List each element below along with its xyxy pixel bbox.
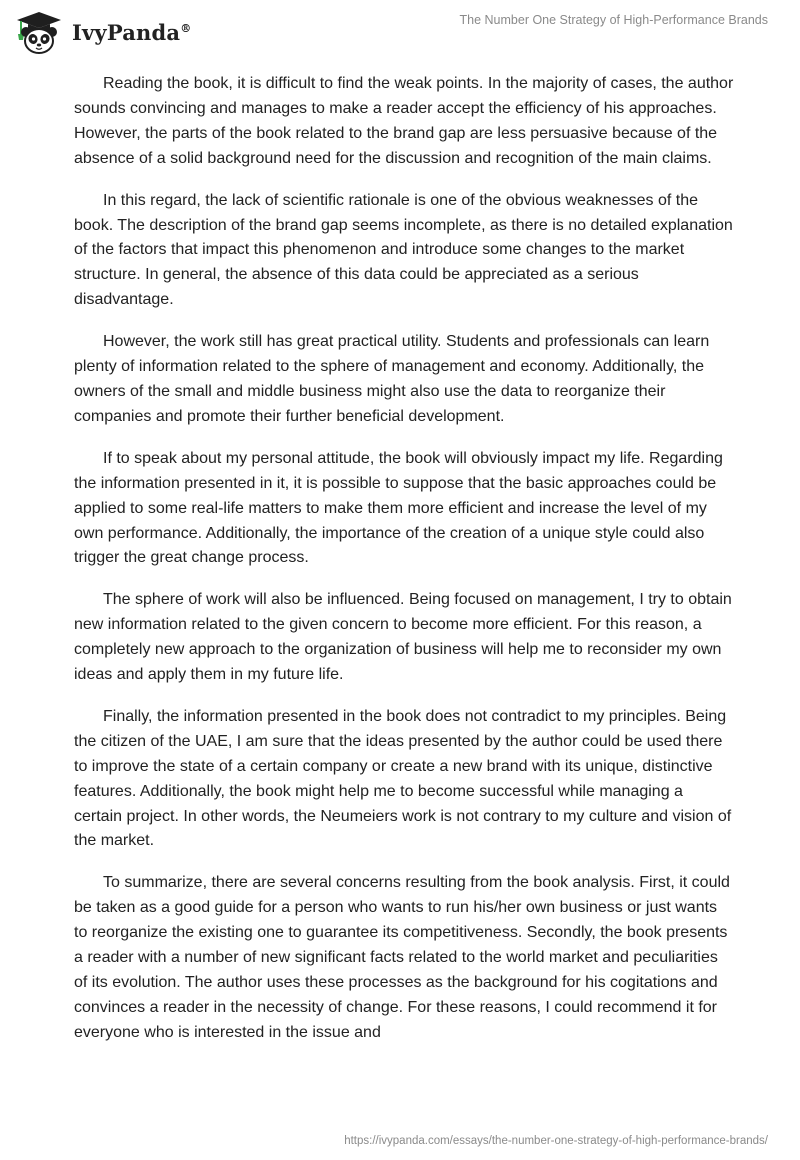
paragraph: In this regard, the lack of scientific rationale is one of the obvious weaknesses of the book. The description of the brand gap seems incomplete, as there is no detailed explanation of the factors that impact this phenomenon and introduce some changes to the market structure. In general, the absence of this data could be appreciated as a serious disadvantage. (74, 191, 733, 309)
panda-graduation-cap-icon (14, 10, 64, 54)
brand-name: IvyPanda® (72, 19, 192, 45)
paragraph: However, the work still has great practical utility. Students and professionals can learn plenty of information related to the sphere of management and economy. Additionally, the owners of the small and middle business might also use the data to reorganize their companies and promote their further beneficial development. (74, 333, 710, 425)
source-url[interactable]: https://ivypanda.com/essays/the-number-one-strategy-of-high-performance-brands/ (344, 1135, 768, 1147)
ivypanda-logo[interactable] (14, 10, 191, 54)
paragraph: Reading the book, it is difficult to find the weak points. In the majority of cases, the author sounds convincing and manages to make a reader accept the efficiency of his approaches. However, the parts of the book related to the brand gap are less persuasive because of the absence of a solid background need for the discussion and recognition of the main claims. (74, 75, 734, 167)
essay-body (74, 72, 734, 1063)
paragraph: The sphere of work will also be influenced. Being focused on management, I try to obtain new information related to the given concern to become more efficient. For this reason, a completely new approach to the organization of business will help me to reconsider my own ideas and apply them in my future life. (74, 591, 732, 684)
paragraph: If to speak about my personal attitude, the book will obviously impact my life. Regarding the information presented in it, it is possible to suppose that the basic approaches could be applied to some real-life matters to make them more efficient and increase the level of my own performance. Additionally, the importance of the creation of a unique style could also trigger the great change process. (74, 449, 723, 567)
paragraph: To summarize, there are several concerns resulting from the book analysis. First, it could be taken as a good guide for a person who wants to run his/her own business or just wants to reorganize the existing one to guarantee its competitiveness. Secondly, the book presents a reader with a number of new significant facts related to the world market and peculiarities of its evolution. The author uses these processes as the background for his cogitations and convinces a reader in the necessity of change. For these reasons, I could recommend it for everyone who is interested in the issue and (74, 874, 730, 1041)
page-header (0, 0, 800, 64)
document-title: The Number One Strategy of High-Performance Brands (459, 13, 768, 27)
paragraph: Finally, the information presented in the book does not contradict to my principles. Being the citizen of the UAE, I am sure that the ideas presented by the author could be used there to improve the state of a certain company or create a new brand with its unique, distinctive features. Additionally, the book might help me to become successful while managing a certain project. In other words, the Neumeiers work is not contrary to my culture and vision of the market. (74, 707, 732, 850)
